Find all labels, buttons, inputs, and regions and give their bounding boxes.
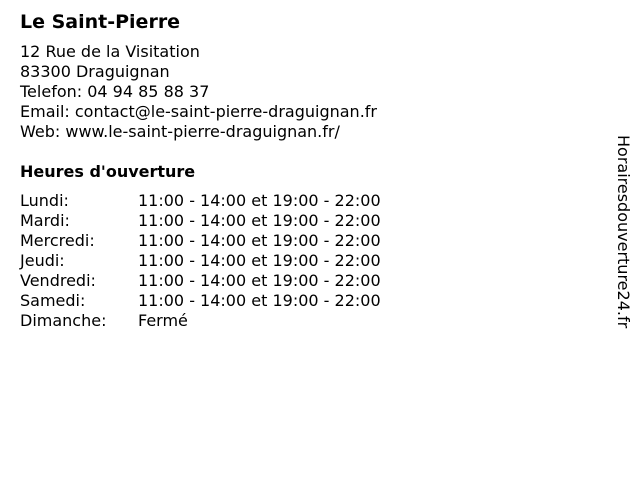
business-card: [20, 10, 600, 331]
time-range: Fermé: [138, 311, 188, 330]
time-range: 11:00 - 14:00 et 19:00 - 22:00: [138, 271, 381, 290]
hours-row-friday: [20, 271, 600, 291]
phone-text: Telefon: 04 94 85 88 37: [20, 82, 210, 101]
hours-row-monday: [20, 191, 600, 211]
opening-hours-table: [20, 191, 600, 331]
day-label: Dimanche:: [20, 311, 107, 330]
hours-row-sunday: [20, 311, 600, 331]
day-label: Vendredi:: [20, 271, 96, 290]
address-city: 83300 Draguignan: [20, 62, 170, 81]
day-label: Mardi:: [20, 211, 70, 230]
hours-row-saturday: [20, 291, 600, 311]
opening-hours-heading: Heures d'ouverture: [20, 162, 196, 181]
hours-row-tuesday: [20, 211, 600, 231]
email-text: Email: contact@le-saint-pierre-draguignan.fr: [20, 102, 377, 121]
day-label: Lundi:: [20, 191, 69, 210]
hours-row-wednesday: [20, 231, 600, 251]
time-range: 11:00 - 14:00 et 19:00 - 22:00: [138, 231, 381, 250]
website-text: Web: www.le-saint-pierre-draguignan.fr/: [20, 122, 340, 141]
day-label: Mercredi:: [20, 231, 95, 250]
hours-row-thursday: [20, 251, 600, 271]
time-range: 11:00 - 14:00 et 19:00 - 22:00: [138, 191, 381, 210]
address-street: 12 Rue de la Visitation: [20, 42, 200, 61]
time-range: 11:00 - 14:00 et 19:00 - 22:00: [138, 211, 381, 230]
day-label: Jeudi:: [20, 251, 65, 270]
time-range: 11:00 - 14:00 et 19:00 - 22:00: [138, 251, 381, 270]
day-label: Samedi:: [20, 291, 86, 310]
restaurant-name: Le Saint-Pierre: [20, 11, 181, 33]
time-range: 11:00 - 14:00 et 19:00 - 22:00: [138, 291, 381, 310]
brand-watermark-text: Horairesdouverture24.fr: [614, 135, 633, 329]
